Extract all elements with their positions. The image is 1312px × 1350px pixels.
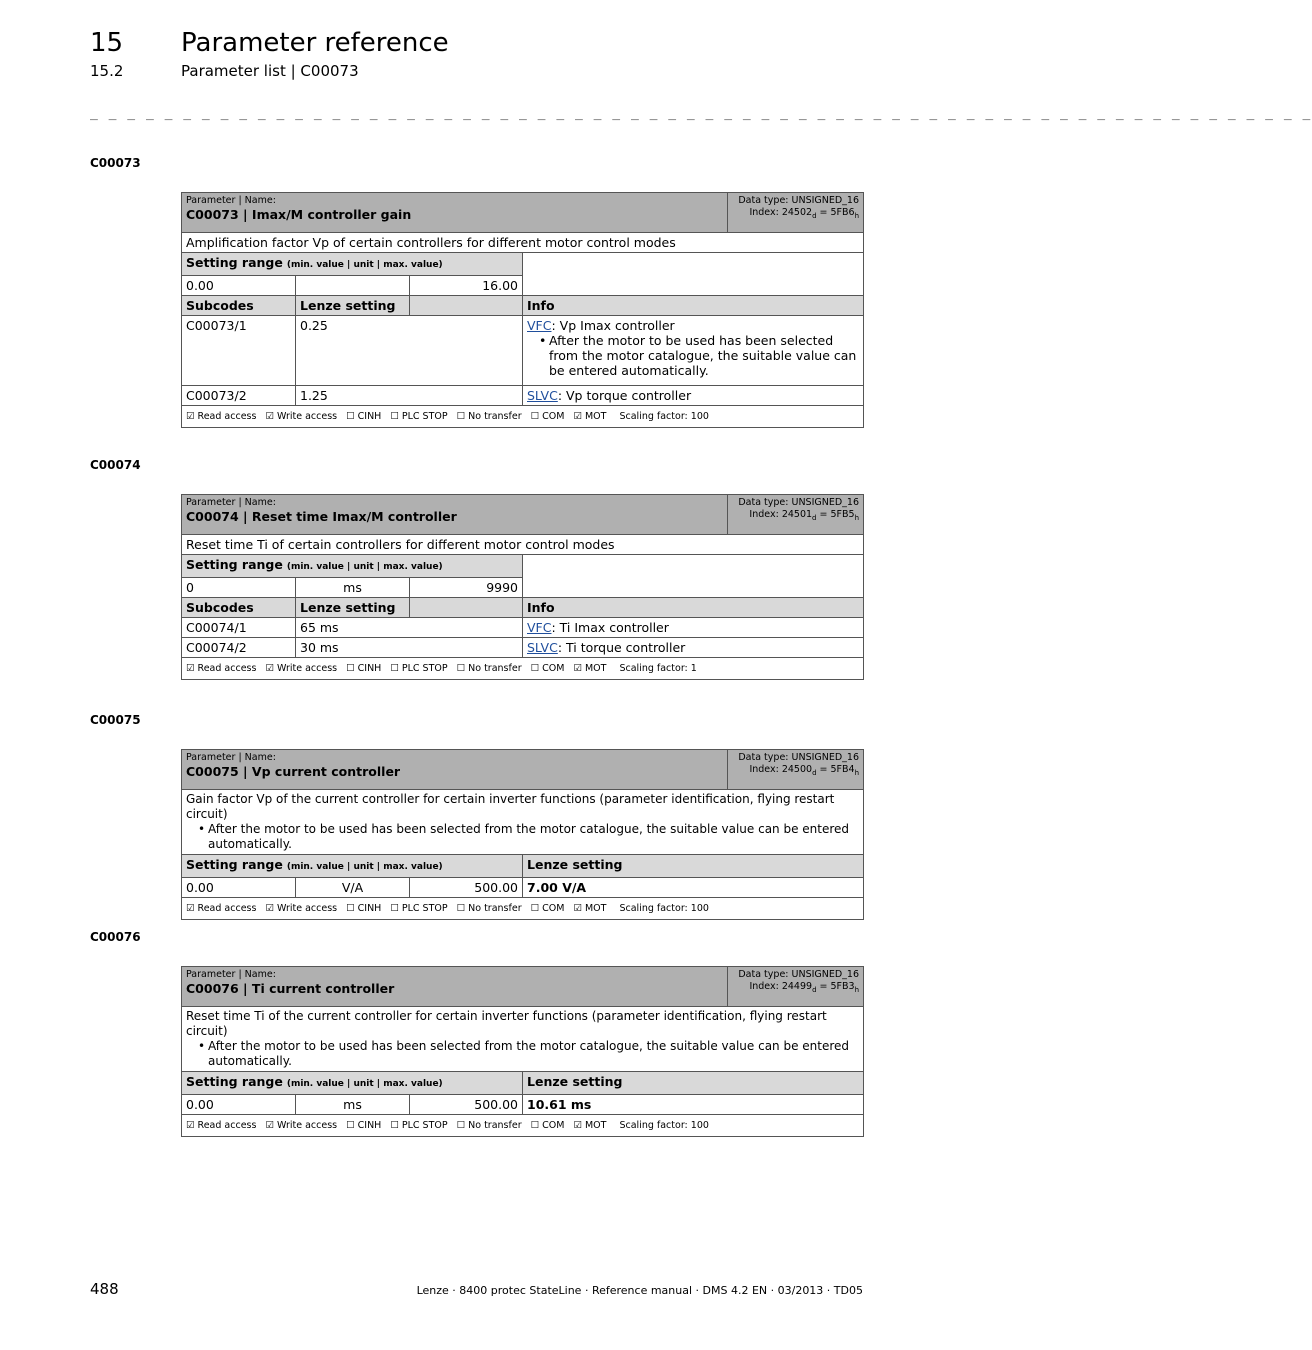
section-title: Parameter list | C00073: [181, 62, 359, 80]
info-heading: Info: [523, 598, 864, 618]
subcode-info: SLVC: Vp torque controller: [523, 386, 864, 406]
param-name-caption: Parameter | Name:: [186, 195, 276, 206]
param-description: Reset time Ti of the current controller for certain inverter functions (parameter identification, flying restart circuit) • After the motor to be used has been selected from the motor catalogue, the suitable value can be entered automatically.: [182, 1007, 864, 1072]
data-type: Data type: UNSIGNED_16: [738, 195, 860, 206]
vfc-link[interactable]: VFC: [527, 318, 552, 333]
param-title: C00074 | Reset time Imax/M controller: [186, 509, 457, 524]
data-type: Data type: UNSIGNED_16: [738, 752, 860, 763]
scaling-factor: Scaling factor: 100: [619, 903, 709, 914]
subcode: C00074/1: [182, 618, 296, 638]
param-index: Index: $24502_d = 5FB6_h$: [749, 207, 860, 220]
data-type: Data type: UNSIGNED_16: [738, 969, 860, 980]
header-separator: _ _ _ _ _ _ _ _ _ _ _ _ _ _ _ _ _ _ _ _ _ _ _ _ _ _ _ _ _ _ _ _ _ _ _ _ _ _ _ _ _ _ _ _ _ _ _ _ _ _ _ _ _ _ _ _ _ _ _ _ _ _ _ _ _ _: [90, 106, 1312, 121]
info-bullet: • After the motor to be used has been selected from the motor catalogue, the suitable value can be entered automatically.: [200, 1039, 859, 1069]
lenze-value: 65 ms: [296, 618, 523, 638]
info-bullet: • After the motor to be used has been selected from the motor catalogue, the suitable value can be entered automatically.: [200, 822, 859, 852]
slvc-link[interactable]: SLVC: [527, 388, 558, 403]
footer-doc-info: Lenze · 8400 protec StateLine · Reference manual · DMS 4.2 EN · 03/2013 · TD05: [416, 1284, 863, 1297]
page-number: 488: [90, 1280, 119, 1298]
param-index: Index: $24499_d = 5FB3_h$: [749, 981, 860, 994]
access-flags: ☑ Read access ☑ Write access ☐ CINH ☐ PLC STOP ☐ No transfer ☐ COM ☑ MOT Scaling factor: 1: [182, 658, 864, 680]
param-section-label: C00074: [90, 458, 141, 472]
range-unit: V/A: [296, 878, 410, 898]
lenze-value: 30 ms: [296, 638, 523, 658]
table-row: [182, 316, 864, 386]
range-max: 500.00: [410, 878, 523, 898]
param-table-c00074: [181, 494, 864, 680]
access-flags: ☑ Read access ☑ Write access ☐ CINH ☐ PLC STOP ☐ No transfer ☐ COM ☑ MOT Scaling factor: 100: [182, 1115, 864, 1137]
subcode-info: VFC: Ti Imax controller: [523, 618, 864, 638]
param-index: Index: $24501_d = 5FB5_h$: [749, 509, 860, 522]
param-table-c00073: [181, 192, 864, 428]
subcode: C00073/2: [182, 386, 296, 406]
subcode: C00074/2: [182, 638, 296, 658]
subcodes-heading: Subcodes: [182, 296, 296, 316]
param-name-caption: Parameter | Name:: [186, 752, 276, 763]
scaling-factor: Scaling factor: 100: [619, 1120, 709, 1131]
setting-range-heading: Setting range (min. value | unit | max. value): [182, 855, 523, 878]
range-max: 16.00: [410, 276, 523, 296]
param-section-label: C00075: [90, 713, 141, 727]
scaling-factor: Scaling factor: 1: [619, 663, 697, 674]
range-max: 9990: [410, 578, 523, 598]
info-bullet: • After the motor to be used has been selected from the motor catalogue, the suitable value can be entered automatically.: [541, 333, 859, 378]
lenze-setting-heading: Lenze setting: [523, 855, 864, 878]
param-description: Gain factor Vp of the current controller for certain inverter functions (parameter identification, flying restart circuit) • After the motor to be used has been selected from the motor catalogue, the suitable value can be entered automatically.: [182, 790, 864, 855]
access-flags: ☑ Read access ☑ Write access ☐ CINH ☐ PLC STOP ☐ No transfer ☐ COM ☑ MOT Scaling factor: 100: [182, 898, 864, 920]
range-unit: [296, 276, 410, 296]
lenze-value: 10.61 ms: [523, 1095, 864, 1115]
param-table-c00075: [181, 749, 864, 920]
param-name-caption: Parameter | Name:: [186, 969, 276, 980]
table-row: [182, 386, 864, 406]
param-index: Index: $24500_d = 5FB4_h$: [749, 764, 860, 777]
subcode-info: SLVC: Ti torque controller: [523, 638, 864, 658]
table-row: [182, 618, 864, 638]
param-header-row: [182, 193, 864, 233]
subcode-info: VFC: Vp Imax controller • After the motor to be used has been selected from the motor catalogue, the suitable value can be entered automatically.: [523, 316, 864, 386]
lenze-setting-heading: Lenze setting: [296, 296, 410, 316]
param-name-caption: Parameter | Name:: [186, 497, 276, 508]
setting-range-heading: Setting range (min. value | unit | max. value): [182, 253, 523, 276]
lenze-value: 1.25: [296, 386, 523, 406]
param-title: C00073 | Imax/M controller gain: [186, 207, 412, 222]
range-max: 500.00: [410, 1095, 523, 1115]
setting-range-heading: Setting range (min. value | unit | max. value): [182, 555, 523, 578]
param-description: Reset time Ti of certain controllers for different motor control modes: [182, 535, 864, 555]
info-heading: Info: [523, 296, 864, 316]
chapter-title: Parameter reference: [181, 28, 449, 58]
table-row: [182, 638, 864, 658]
section-number: 15.2: [90, 62, 124, 80]
param-section-label: C00076: [90, 930, 141, 944]
range-unit: ms: [296, 1095, 410, 1115]
setting-range-heading: Setting range (min. value | unit | max. value): [182, 1072, 523, 1095]
scaling-factor: Scaling factor: 100: [619, 411, 709, 422]
param-description: Amplification factor Vp of certain controllers for different motor control modes: [182, 233, 864, 253]
access-flags: ☑ Read access ☑ Write access ☐ CINH ☐ PLC STOP ☐ No transfer ☐ COM ☑ MOT Scaling factor: 100: [182, 406, 864, 428]
slvc-link[interactable]: SLVC: [527, 640, 558, 655]
range-unit: ms: [296, 578, 410, 598]
param-title: C00076 | Ti current controller: [186, 981, 395, 996]
lenze-value: 7.00 V/A: [523, 878, 864, 898]
param-table-c00076: [181, 966, 864, 1137]
lenze-value: 0.25: [296, 316, 523, 386]
lenze-setting-heading: Lenze setting: [523, 1072, 864, 1095]
range-min: 0.00: [182, 1095, 296, 1115]
range-min: 0.00: [182, 878, 296, 898]
subcode: C00073/1: [182, 316, 296, 386]
vfc-link[interactable]: VFC: [527, 620, 552, 635]
range-min: 0.00: [182, 276, 296, 296]
data-type: Data type: UNSIGNED_16: [738, 497, 860, 508]
param-title: C00075 | Vp current controller: [186, 764, 401, 779]
subcodes-heading: Subcodes: [182, 598, 296, 618]
lenze-setting-heading: Lenze setting: [296, 598, 410, 618]
param-section-label: C00073: [90, 156, 141, 170]
range-min: 0: [182, 578, 296, 598]
chapter-number: 15: [90, 28, 124, 58]
